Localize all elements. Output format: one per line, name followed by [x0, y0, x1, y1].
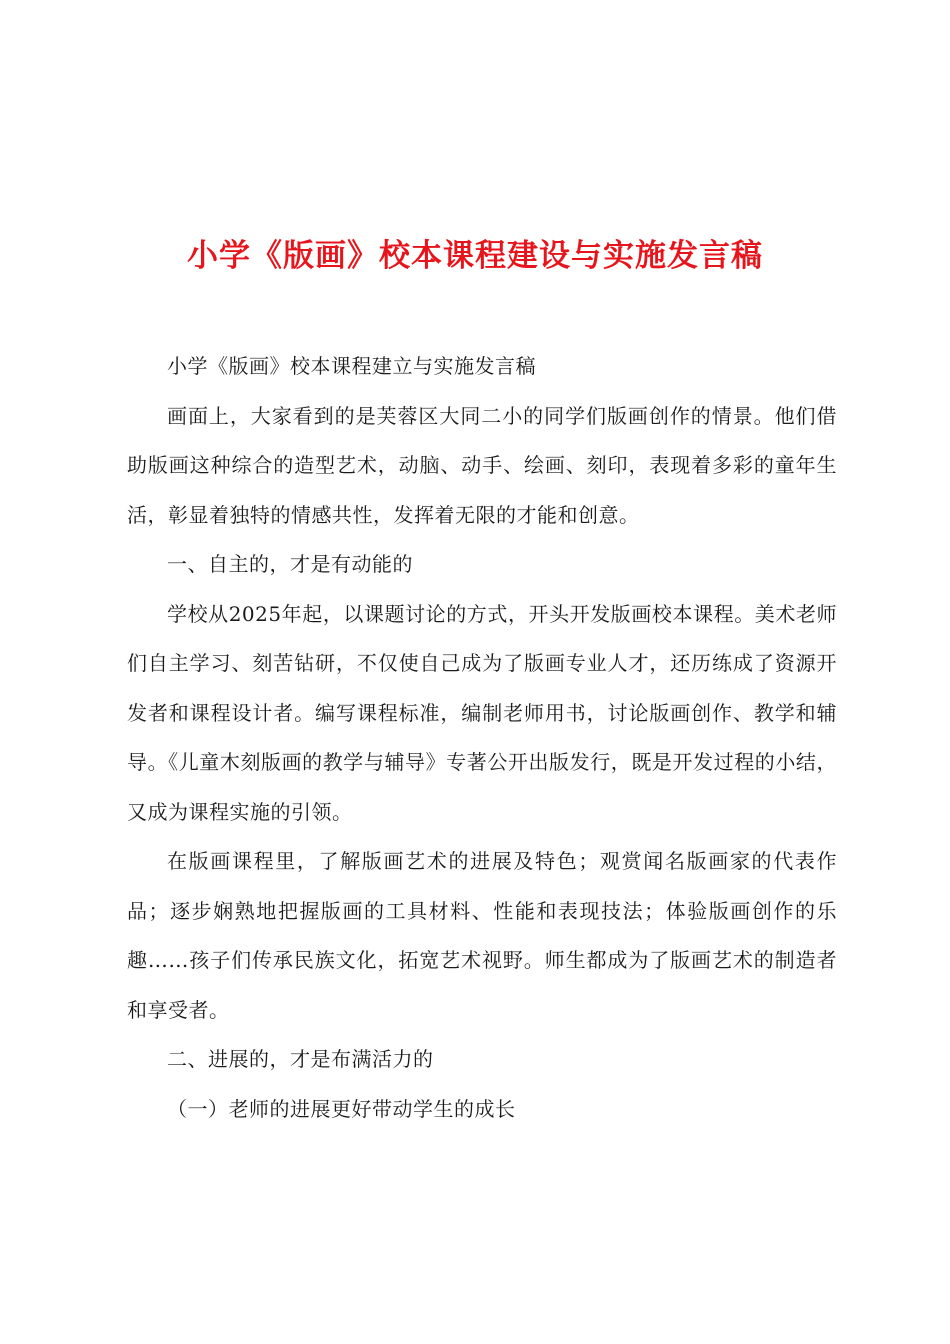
paragraph-history: 学校从2025年起，以课题讨论的方式，开头开发版画校本课程。美术老师们自主学习、刻苦钻研，不仅使自己成为了版画专业人才，还历练成了资源开发者和课程设计者。编写课程标准，编制老师用书，讨论版画创作、教学和辅导。《儿童木刻版画的教学与辅导》专著公开出版发行，既是开发过程的小结，又成为课程实施的引领。	[127, 601, 837, 824]
document-body	[127, 342, 837, 1134]
section-heading-2: 二、进展的，才是布满活力的	[167, 1047, 434, 1071]
paragraph-intro: 画面上，大家看到的是芙蓉区大同二小的同学们版画创作的情景。他们借助版画这种综合的造型艺术，动脑、动手、绘画、刻印，表现着多彩的童年生活，彰显着独特的情感共性，发挥着无限的才能和创意。	[127, 403, 837, 527]
subsection-heading-1: （一）老师的进展更好带动学生的成长	[167, 1096, 516, 1121]
paragraph-subtitle: 小学《版画》校本课程建立与实施发言稿	[167, 354, 536, 378]
paragraph-curriculum: 在版画课程里，了解版画艺术的进展及特色；观赏闻名版画家的代表作品；逐步娴熟地把握版画的工具材料、性能和表现技法；体验版画创作的乐趣……孩子们传承民族文化，拓宽艺术视野。师生都成为了版画艺术的制造者和享受者。	[127, 849, 837, 1022]
section-heading-1: 一、自主的，才是有动能的	[167, 552, 413, 576]
document-title: 小学《版画》校本课程建设与实施发言稿	[187, 237, 763, 274]
